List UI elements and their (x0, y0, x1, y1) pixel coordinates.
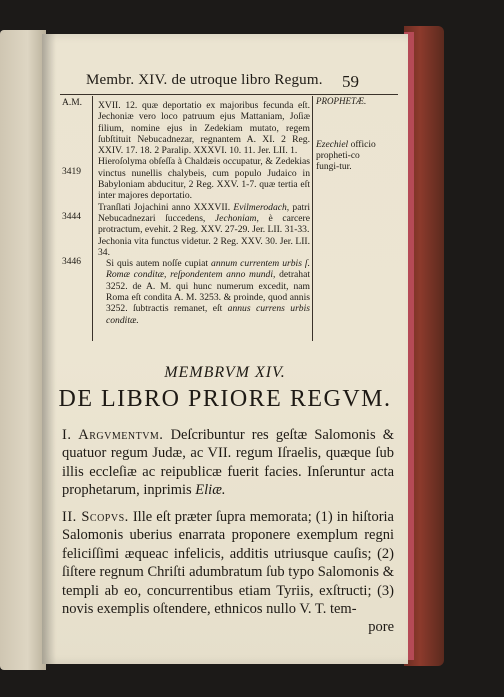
anno-mundi-label: A.M. (62, 98, 83, 108)
gutter-shadow (42, 34, 56, 664)
year-3419: 3419 (62, 167, 81, 177)
entry-text: Jechonia vita functus videtur. 2 Reg. XXV. 30. Jer. LII. 34. (98, 235, 310, 258)
chronology-note (106, 258, 310, 326)
year-3444: 3444 (62, 212, 81, 222)
paragraph-last-word: pore (368, 619, 394, 636)
entry-text: Hieroſolyma obſeſſa à Chaldæis occupatur, & Zedekias vinctus nunellis chalybeis, cum populo Judaico in Babyloniam abducitur, 2 Reg. XXV. 1-7. quæ tertia eſt inter majores deportatio. (98, 156, 310, 202)
note-italic: annum currentem urbis ſ. Romæ conditæ, reſpondentem anno mundi, (106, 258, 310, 281)
margin-note-text: officio propheti-co fungi-tur. (316, 140, 376, 172)
margin-note-ezechiel (316, 140, 376, 173)
entry-part: patri Nebucadnezari ſuccedens, (98, 201, 310, 224)
scopus-paragraph (62, 508, 394, 637)
header-rule (60, 94, 398, 95)
column-rule-left (92, 96, 93, 341)
paragraph-label: I. Argvmentvm. (62, 427, 164, 443)
entry-text (98, 202, 310, 236)
running-head: Membr. XIV. de utroque libro Regum. (86, 72, 323, 88)
paragraph-italic: Eliæ. (195, 482, 226, 499)
margin-note-name: Ezechiel (316, 140, 349, 150)
member-heading: MEMBRVM XIV. (164, 364, 286, 381)
entry-italic: Evilmerodach, (233, 201, 290, 213)
facing-page-edge (0, 30, 46, 670)
entry-part: Tranſlati Jojachini anno XXXVII. (98, 201, 234, 213)
page-number: 59 (342, 72, 359, 91)
paragraph-text: Deſcribuntur res geſtæ Salomonis & quatuor regum Judæ, ac VII. regum Iſraelis, quæque ſub illis eccleſiæ ac reipublicæ fuerit facies. Inſeruntur acta prophetarum, inprimis (62, 427, 394, 499)
paragraph-label: II. Scopvs. (62, 509, 129, 525)
entry-italic: Jechoniam, (214, 212, 259, 224)
paragraph-text: Ille eſt præter ſupra memorata; (1) in hiſtoria Salomonis uberius enarrata proponere exemplum regni feliciſſimi æqueac infelicis, additis utriusque cauſis; (2) ſiſtere regnum Chriſti adumbratum ſub typo Salomonis & templi ab eo, concurrentibus etiam Tyriis, exſtructi; (3) novis exemplis oſtendere, ethnicos nullo V. T. tem- (62, 509, 394, 618)
column-rule-right (312, 96, 313, 341)
year-3446: 3446 (62, 257, 81, 267)
entry-part: è carcere protractum, evehit. 2 Reg. XXV. 27-29. Jer. LII. 31-33. (98, 212, 310, 236)
note-part: detrahat 3252. de A. M. qui hunc numerum excedit, nam Roma eſt condita A. M. 3253. & proinde, quod annis 3252. ſubtractis remanet, eſt (106, 269, 310, 315)
book-page (42, 34, 408, 664)
chronology-entries (98, 100, 310, 326)
book-heading: DE LIBRO PRIORE REGVM. (58, 386, 392, 412)
prophetae-label: PROPHETÆ. (316, 96, 367, 106)
argumentum-paragraph (62, 426, 394, 500)
note-part: Si quis autem noſſe cupiat (106, 258, 212, 270)
note-italic: annus currens urbis conditæ. (106, 303, 310, 326)
entry-text: XVII. 12. quæ deportatio ex majoribus fecunda eſt. Jechoniæ vero loco patruum ejus Mattaniam, Joſiæ filium, nomine ejus in Zedekiam mutato, regem ſubſtituit Nebucadnezar, regnantem A. XI. 2 Reg. XXIV. 17. 18. 2 Paralip. XXXVI. 10. 11. Jer. LII. 1. (98, 100, 310, 157)
